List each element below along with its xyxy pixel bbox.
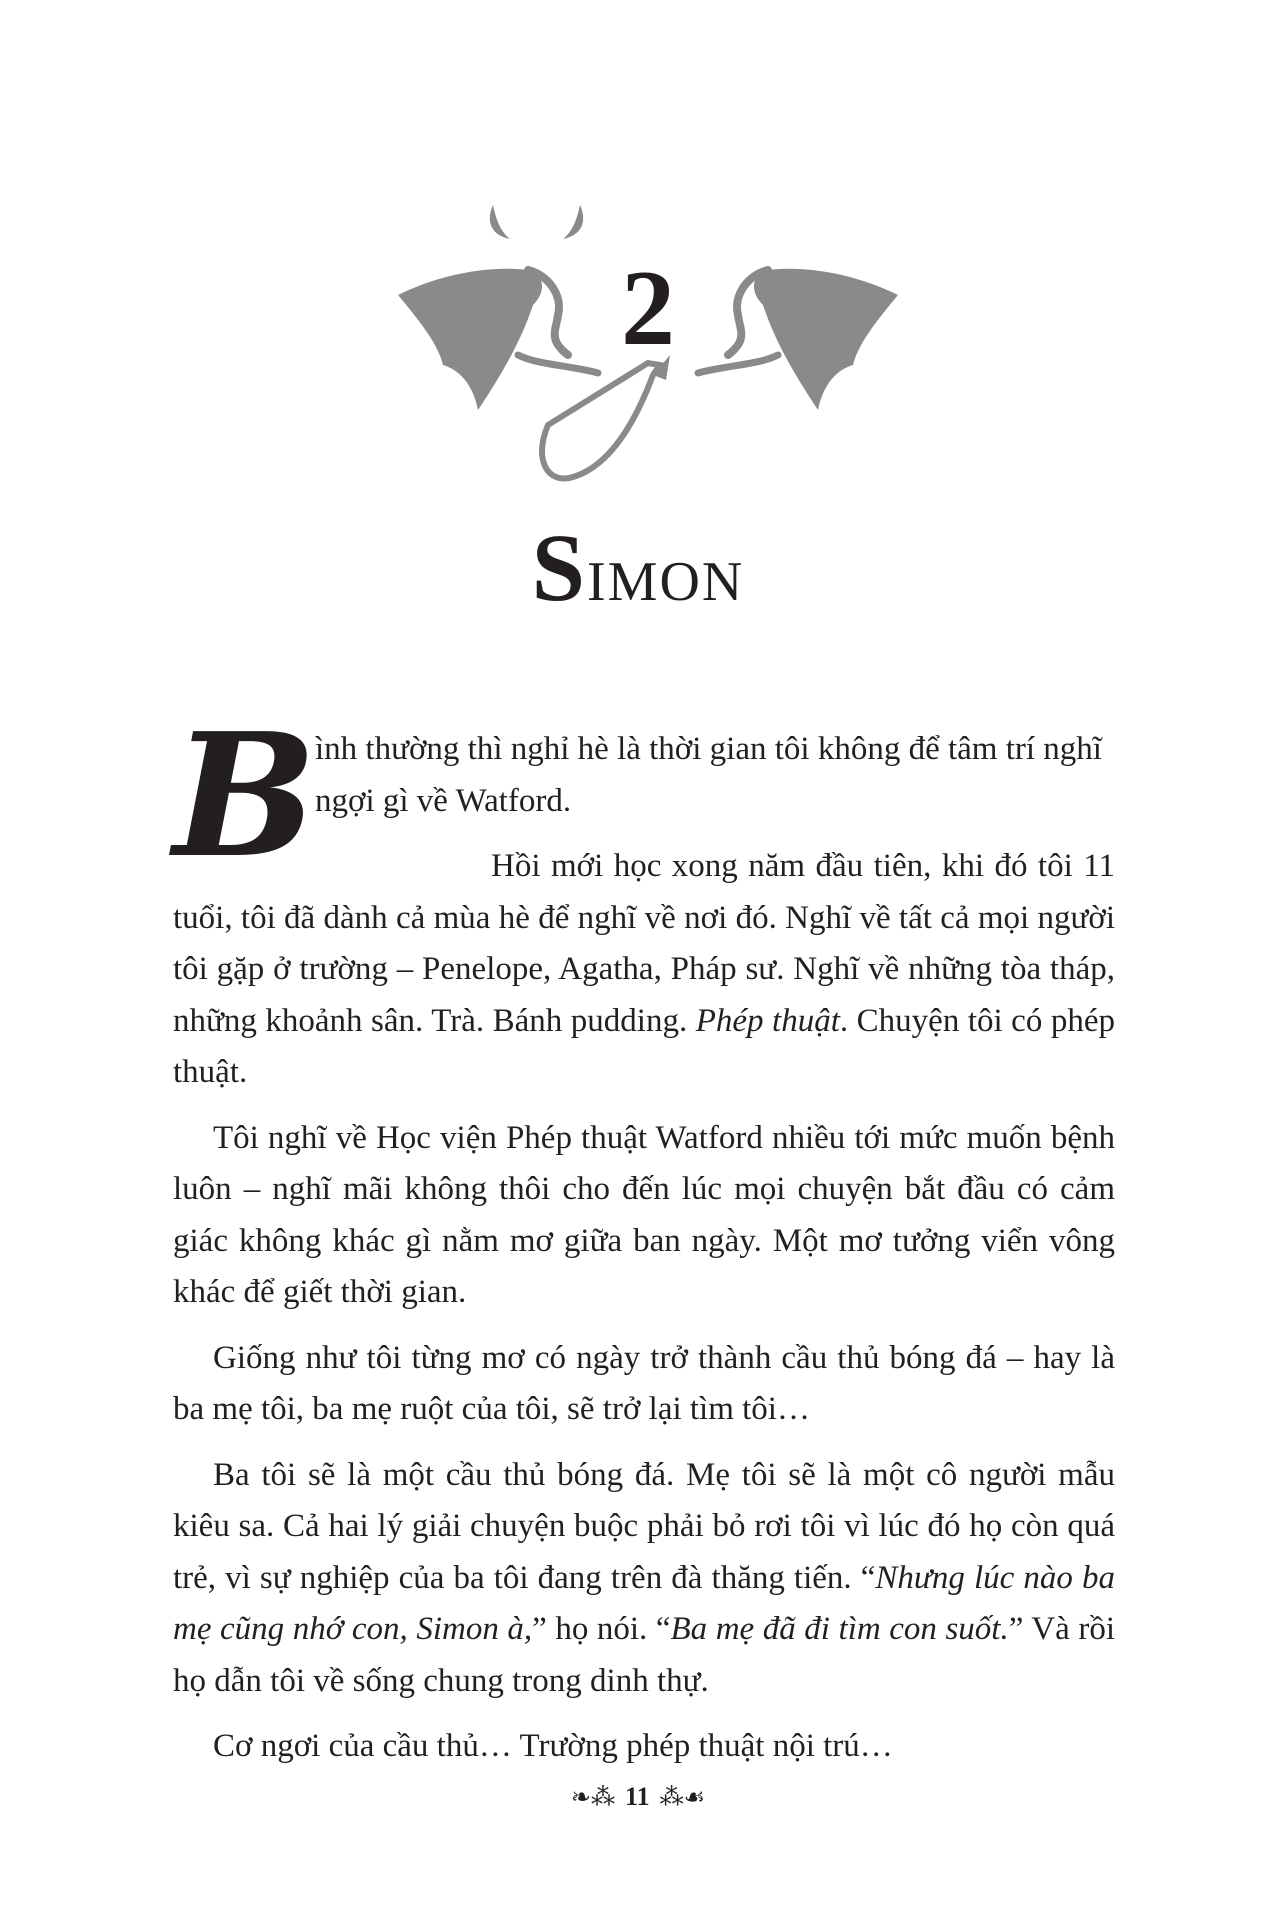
paragraph-2-end: . Chuyện tôi có phép thuật.: [173, 1002, 1115, 1090]
paragraph-3: Tôi nghĩ về Học viện Phép thuật Watford nhiều tới mức muốn bệnh luôn – nghĩ mãi không thôi cho đến lúc mọi chuyện bắt đầu có cảm giác không khác gì nằm mơ giữa ban ngày. Một mơ tưởng viển vông khác để giết thời gian.: [173, 1119, 1115, 1310]
paragraph-2-italic: Phép thuật: [695, 1002, 840, 1039]
left-wing-icon: [398, 269, 598, 410]
paragraph-5-a: Ba tôi sẽ là một cầu thủ bóng đá. Mẹ tôi sẽ là một cô người mẫu kiêu sa. Cả hai lý giải chuyện buộc phải bỏ rơi tôi vì lúc đó họ còn quá trẻ, vì sự nghiệp của ba tôi đang trên đà thăng tiến. “: [173, 1456, 1115, 1596]
tail-icon: [542, 363, 660, 478]
paragraph-5-c: ” Và rồi họ dẫn tôi về sống chung trong dinh thự.: [173, 1611, 1115, 1699]
chapter-title-rest: IMON: [587, 551, 745, 613]
paragraph-5-italic-1: Nhưng lúc nào ba mẹ cũng nhớ con, Simon à,: [173, 1559, 1115, 1647]
paragraph-5-b: ” họ nói. “: [532, 1611, 671, 1647]
paragraph-6: Cơ ngơi của cầu thủ… Trường phép thuật nội trú…: [213, 1728, 893, 1764]
paragraph-5: [173, 1450, 1115, 1708]
paragraph-1-line-2: ngợi gì về Watford.: [315, 782, 572, 819]
paragraph-4: Giống như tôi từng mơ có ngày trở thành cầu thủ bóng đá – hay là ba mẹ tôi, ba mẹ ruột của tôi, sẽ trở lại tìm tôi…: [173, 1339, 1115, 1427]
left-horn-icon: [490, 205, 510, 239]
chapter-title: [0, 514, 1276, 621]
chapter-body: [173, 696, 1115, 1787]
paragraph-1-line-1: ình thường thì nghỉ hè là thời gian tôi không để tâm trí nghĩ: [315, 731, 1102, 767]
chapter-title-initial: S: [531, 514, 588, 621]
right-horn-icon: [563, 205, 583, 239]
chapter-number: 2: [621, 249, 675, 368]
left-ornament-icon: ❧⁂: [570, 1785, 615, 1811]
page-number: 11: [625, 1782, 650, 1811]
paragraph-2-text: Hồi mới học xong năm đầu tiên, khi đó tôi 11 tuổi, tôi đã dành cả mùa hè để nghĩ về nơi đó. Nghĩ về tất cả mọi người tôi gặp ở trường – Penelope, Agatha, Pháp sư. Nghĩ về những tòa tháp, những khoảnh sân. Trà. Bánh pudding.: [173, 848, 1115, 1039]
paragraph-5-italic-2: Ba mẹ đã đi tìm con suốt.: [670, 1611, 1009, 1647]
page-footer: [0, 1784, 1276, 1810]
right-wing-icon: [698, 269, 898, 410]
right-ornament-icon: ⁂☙: [659, 1785, 706, 1811]
drop-cap: B: [173, 696, 317, 896]
